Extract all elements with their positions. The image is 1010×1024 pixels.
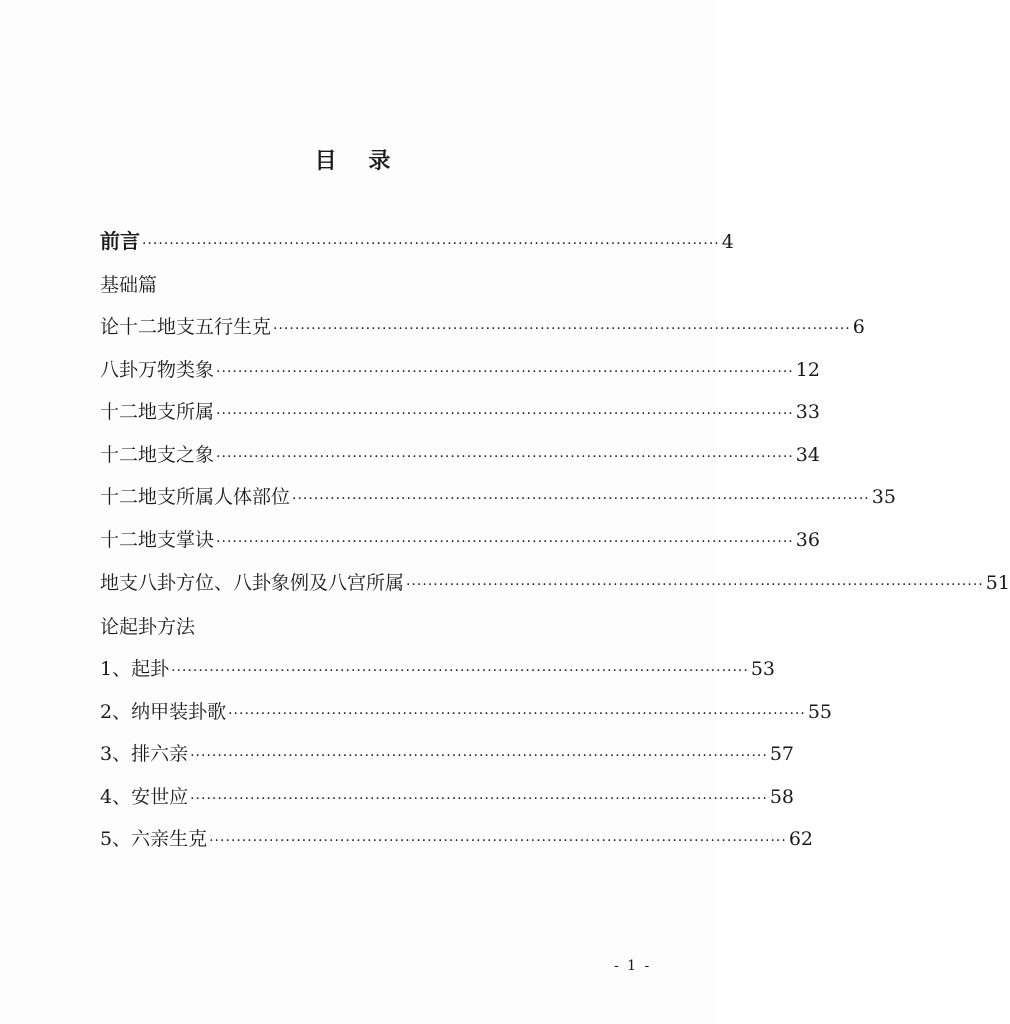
toc-page-number: 57 xyxy=(769,743,795,765)
toc-page-number: 36 xyxy=(795,529,820,551)
toc-entry xyxy=(100,697,833,727)
toc-entry-label: 5、六亲生克 xyxy=(100,828,208,850)
page-number-footer: - 1 - xyxy=(614,958,652,974)
toc-entry xyxy=(100,654,776,684)
toc-entry xyxy=(100,355,820,385)
toc-entry-label: 八卦万物类象 xyxy=(100,359,215,381)
toc-entry-label: 十二地支之象 xyxy=(100,444,215,466)
toc-page-number: 4 xyxy=(721,231,734,253)
toc-page-number: 6 xyxy=(852,316,865,338)
toc-leader: ·········································································································· xyxy=(142,236,720,252)
toc-entry xyxy=(100,568,1010,598)
toc-leader: ·········································································································· xyxy=(190,748,768,764)
toc-entry-label: 前言 xyxy=(100,229,140,253)
toc-section-label: 论起卦方法 xyxy=(100,616,196,638)
toc-entry-label: 十二地支掌诀 xyxy=(100,529,215,551)
toc-leader: ·········································································································· xyxy=(228,706,806,722)
toc-leader: ·········································································································· xyxy=(216,406,794,422)
toc-leader: ·········································································································· xyxy=(216,449,794,465)
toc-entry-label: 2、纳甲装卦歌 xyxy=(100,701,227,723)
toc-leader: ·········································································································· xyxy=(171,663,749,679)
toc-page-number: 35 xyxy=(871,486,896,508)
page-title: 目 录 xyxy=(314,148,403,174)
toc-leader: ·········································································································· xyxy=(406,577,984,593)
toc-page-number: 33 xyxy=(795,401,820,423)
toc-entry xyxy=(100,482,896,512)
toc-entry-label: 十二地支所属人体部位 xyxy=(100,486,291,508)
toc-entry-label: 论十二地支五行生克 xyxy=(100,316,272,338)
toc-entry xyxy=(100,312,865,342)
toc-entry xyxy=(100,226,734,256)
toc-section-label: 基础篇 xyxy=(100,274,158,296)
toc-entry-label: 3、排六亲 xyxy=(100,743,189,765)
toc-leader: ·········································································································· xyxy=(190,791,768,807)
toc-page-number: 34 xyxy=(795,444,820,466)
toc-leader: ·········································································································· xyxy=(209,833,787,849)
toc-leader: ·········································································································· xyxy=(216,364,794,380)
toc-section-heading xyxy=(100,270,626,300)
toc-page-number: 58 xyxy=(769,786,795,808)
toc-leader: ·········································································································· xyxy=(273,321,851,337)
toc-leader: ·········································································································· xyxy=(216,534,794,550)
toc-section-heading xyxy=(100,612,634,642)
toc-entry-label: 1、起卦 xyxy=(100,658,170,680)
toc-page-number: 53 xyxy=(750,658,776,680)
toc-page-number: 62 xyxy=(788,828,814,850)
toc-page-number: 55 xyxy=(807,701,833,723)
toc-entry xyxy=(100,782,795,812)
toc-entry-label: 4、安世应 xyxy=(100,786,189,808)
toc-entry xyxy=(100,525,820,555)
toc-leader: ·········································································································· xyxy=(292,491,870,507)
toc-entry-label: 地支八卦方位、八卦象例及八宫所属 xyxy=(100,572,405,594)
toc-page-number: 51 xyxy=(985,572,1010,594)
toc-entry-label: 十二地支所属 xyxy=(100,401,215,423)
toc-page-number: 12 xyxy=(795,359,820,381)
toc-entry xyxy=(100,824,814,854)
toc-entry xyxy=(100,739,795,769)
toc-entry xyxy=(100,440,820,470)
toc-entry xyxy=(100,397,820,427)
